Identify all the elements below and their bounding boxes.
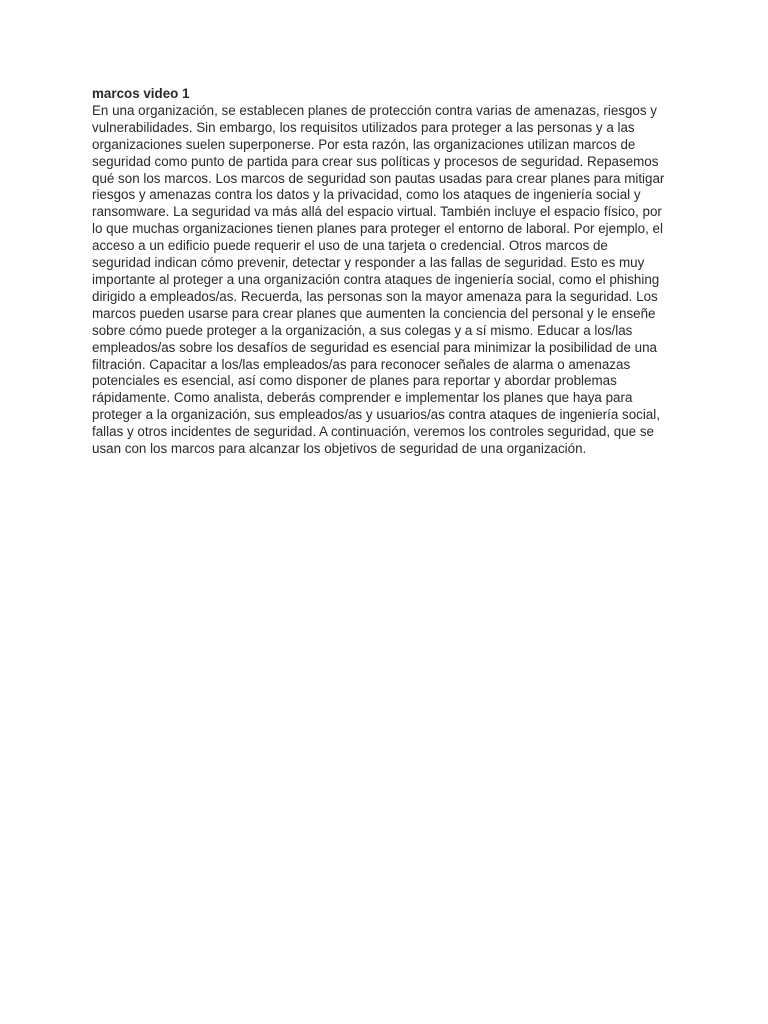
document-content <box>92 86 682 458</box>
body-line: marcos pueden usarse para crear planes que aumenten la conciencia del personal y le enseñe <box>92 305 656 321</box>
body-line: organizaciones suelen superponerse. Por esta razón, las organizaciones utilizan marcos de <box>92 136 636 152</box>
body-line: empleados/as sobre los desafíos de seguridad es esencial para minimizar la posibilidad de una <box>92 339 657 355</box>
body-line: proteger a la organización, sus empleados/as y usuarios/as contra ataques de ingeniería social, <box>92 407 660 423</box>
body-line: lo que muchas organizaciones tienen planes para proteger el entorno de laboral. Por ejemplo, el <box>92 221 663 237</box>
body-line: fallas y otros incidentes de seguridad. A continuación, veremos los controles seguridad, que se <box>92 424 654 440</box>
body-line: importante al proteger a una organización contra ataques de ingeniería social, como el phishing <box>92 271 660 287</box>
body-line: potenciales es esencial, así como disponer de planes para reportar y abordar problemas <box>92 373 617 389</box>
body-line: riesgos y amenazas contra los datos y la privacidad, como los ataques de ingeniería social y <box>92 187 641 203</box>
body-line: filtración. Capacitar a los/las empleados/as para reconocer señales de alarma o amenazas <box>92 356 631 372</box>
body-line: usan con los marcos para alcanzar los objetivos de seguridad de una organización. <box>92 441 587 457</box>
body-line: acceso a un edificio puede requerir el uso de una tarjeta o credencial. Otros marcos de <box>92 238 608 254</box>
body-line: rápidamente. Como analista, deberás comprender e implementar los planes que haya para <box>92 390 633 406</box>
document-title: marcos video 1 <box>92 86 190 101</box>
body-line: ransomware. La seguridad va más allá del espacio virtual. También incluye el espacio físico, por <box>92 204 662 220</box>
document-body <box>92 103 682 458</box>
body-line: seguridad como punto de partida para crear sus políticas y procesos de seguridad. Repasemos <box>92 153 659 169</box>
body-line: sobre cómo puede proteger a la organización, a sus colegas y a sí mismo. Educar a los/las <box>92 322 633 338</box>
body-line: qué son los marcos. Los marcos de seguridad son pautas usadas para crear planes para mitigar <box>92 170 665 186</box>
body-line: seguridad indican cómo prevenir, detectar y responder a las fallas de seguridad. Esto es muy <box>92 255 645 271</box>
body-line: vulnerabilidades. Sin embargo, los requisitos utilizados para proteger a las personas y a las <box>92 119 635 135</box>
body-line: dirigido a empleados/as. Recuerda, las personas son la mayor amenaza para la seguridad. Los <box>92 288 658 304</box>
body-line: En una organización, se establecen planes de protección contra varias de amenazas, riesgos y <box>92 102 657 118</box>
